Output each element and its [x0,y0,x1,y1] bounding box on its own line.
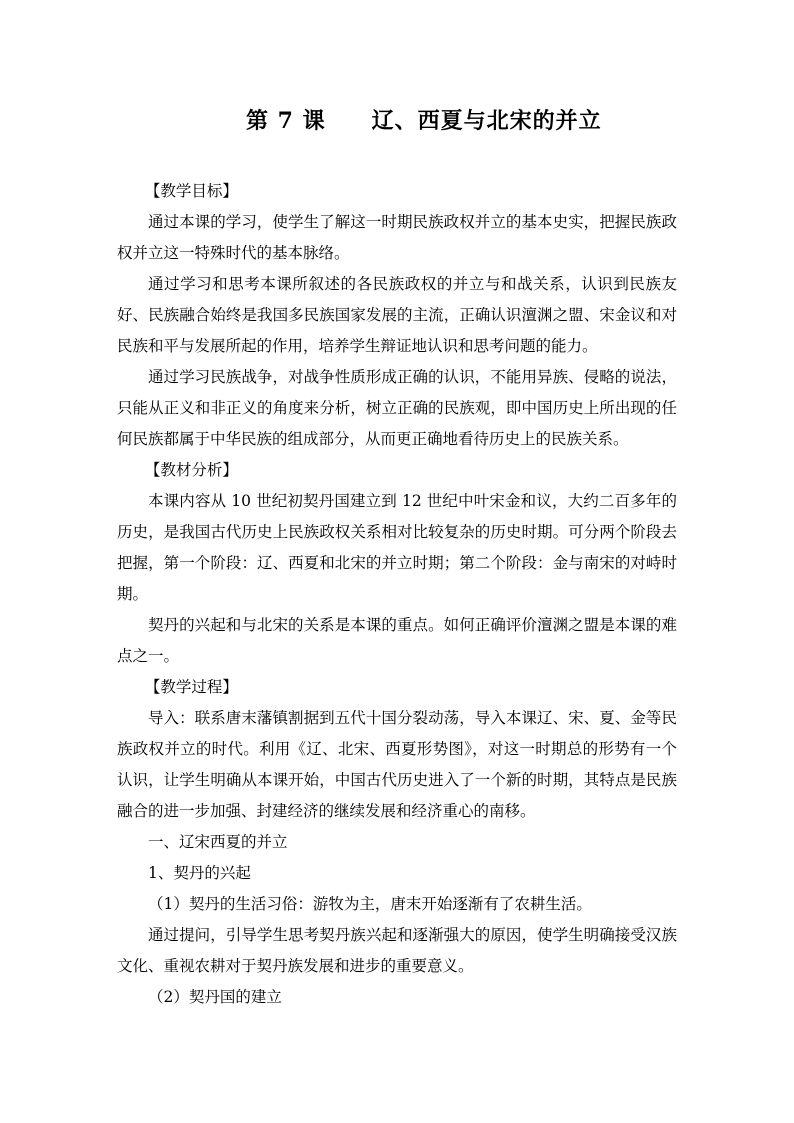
item-heading-1: 1、契丹的兴起 [148,864,251,882]
section-heading-goals: 【教学目标】 [144,182,238,200]
goals-paragraph-1: 通过本课的学习，使学生了解这一时期民族政权并立的基本史实，把握民族政权并立这一特殊时代的基本脉络。 [117,213,677,262]
goals-paragraph-2: 通过学习和思考本课所叙述的各民族政权的并立与和战关系，认识到民族友好、民族融合始终是我国多民族国家发展的主流，正确认识澶渊之盟、宋金议和对民族和平与发展所起的作用，培养学生辩证地认识和思考问题的能力。 [117,275,677,355]
sub-item-2: （2）契丹国的建立 [148,988,282,1006]
analysis-paragraph-1: 本课内容从 10 世纪初契丹国建立到 12 世纪中叶宋金和议，大约二百多年的历史，是我国古代历史上民族政权关系相对比较复杂的历史时期。可分两个阶段去把握，第一个阶段：辽、西夏和北宋的并立时期；第二个阶段：金与南宋的对峙时期。 [117,492,677,603]
lesson-number: 第 7 课 [246,108,326,134]
section-heading-analysis: 【教材分析】 [144,461,238,479]
part-heading-1: 一、辽宋西夏的并立 [148,833,288,851]
section-heading-process: 【教学过程】 [144,678,238,696]
lesson-title [246,104,666,135]
process-intro-paragraph: 导入：联系唐末藩镇割据到五代十国分裂动荡，导入本课辽、宋、夏、金等民族政权并立的时代。利用《辽、北宋、西夏形势图》，对这一时期总的形势有一个认识，让学生明确从本课开始，中国古代历史进入了一个新的时期，其特点是民族融合的进一步加强、封建经济的继续发展和经济重心的南移。 [117,709,677,820]
sub-item-1: （1）契丹的生活习俗：游牧为主，唐末开始逐渐有了农耕生活。 [148,895,592,913]
analysis-paragraph-2: 契丹的兴起和与北宋的关系是本课的重点。如何正确评价澶渊之盟是本课的难点之一。 [117,616,677,665]
process-paragraph-2: 通过提问，引导学生思考契丹族兴起和逐渐强大的原因，使学生明确接受汉族文化、重视农耕对于契丹族发展和进步的重要意义。 [117,926,677,975]
goals-paragraph-3: 通过学习民族战争，对战争性质形成正确的认识，不能用异族、侵略的说法，只能从正义和非正义的角度来分析，树立正确的民族观，即中国历史上所出现的任何民族都属于中华民族的组成部分，从而更正确地看待历史上的民族关系。 [117,368,677,448]
lesson-title-text: 辽、西夏与北宋的并立 [371,108,602,134]
document-body [117,176,677,1013]
